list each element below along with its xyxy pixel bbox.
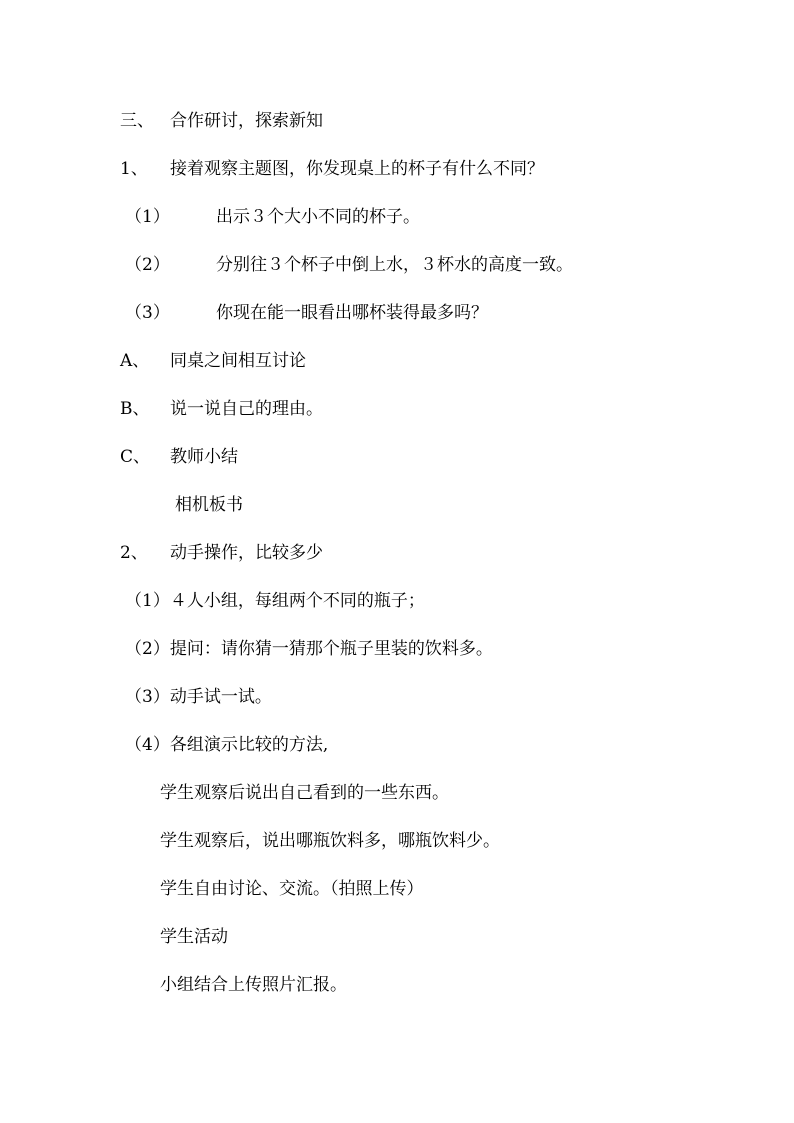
student-line: 小组结合上传照片汇报。 (160, 975, 347, 995)
item1-marker: 1、 (120, 159, 148, 179)
letter-item-marker: C、 (120, 447, 151, 467)
activity-item: （2）提问：请你猜一猜那个瓶子里装的饮料多。 (125, 639, 493, 659)
activity-item: （4）各组演示比较的方法, (125, 735, 329, 755)
letter-item-text: 同桌之间相互讨论 (170, 351, 306, 371)
section-title: 合作研讨，探索新知 (170, 111, 323, 131)
student-line: 学生活动 (160, 927, 228, 947)
sub-item-text: 出示３个大小不同的杯子。 (216, 207, 420, 227)
item1-text: 接着观察主题图，你发现桌上的杯子有什么不同？ (170, 159, 544, 179)
sub-item-text: 你现在能一眼看出哪杯装得最多吗？ (216, 303, 488, 323)
item2-text: 动手操作，比较多少 (170, 543, 323, 563)
letter-item-text: 教师小结 (170, 447, 238, 467)
section-marker: 三、 (120, 111, 154, 131)
letter-item-marker: B、 (120, 399, 150, 419)
student-line: 学生观察后，说出哪瓶饮料多，哪瓶饮料少。 (160, 831, 500, 851)
board-note: 相机板书 (175, 495, 243, 515)
student-line: 学生自由讨论、交流。（拍照上传） (160, 879, 424, 899)
letter-item-text: 说一说自己的理由。 (170, 399, 323, 419)
item2-marker: 2、 (120, 543, 148, 563)
student-line: 学生观察后说出自己看到的一些东西。 (160, 783, 449, 803)
sub-item-marker: （1） (125, 207, 170, 227)
activity-item: （1）４人小组，每组两个不同的瓶子； (125, 591, 425, 611)
activity-item: （3）动手试一试。 (125, 687, 272, 707)
sub-item-marker: （2） (125, 255, 170, 275)
letter-item-marker: A、 (120, 351, 150, 371)
sub-item-text: 分别往３个杯子中倒上水，３杯水的高度一致。 (216, 255, 573, 275)
sub-item-marker: （3） (125, 303, 170, 323)
